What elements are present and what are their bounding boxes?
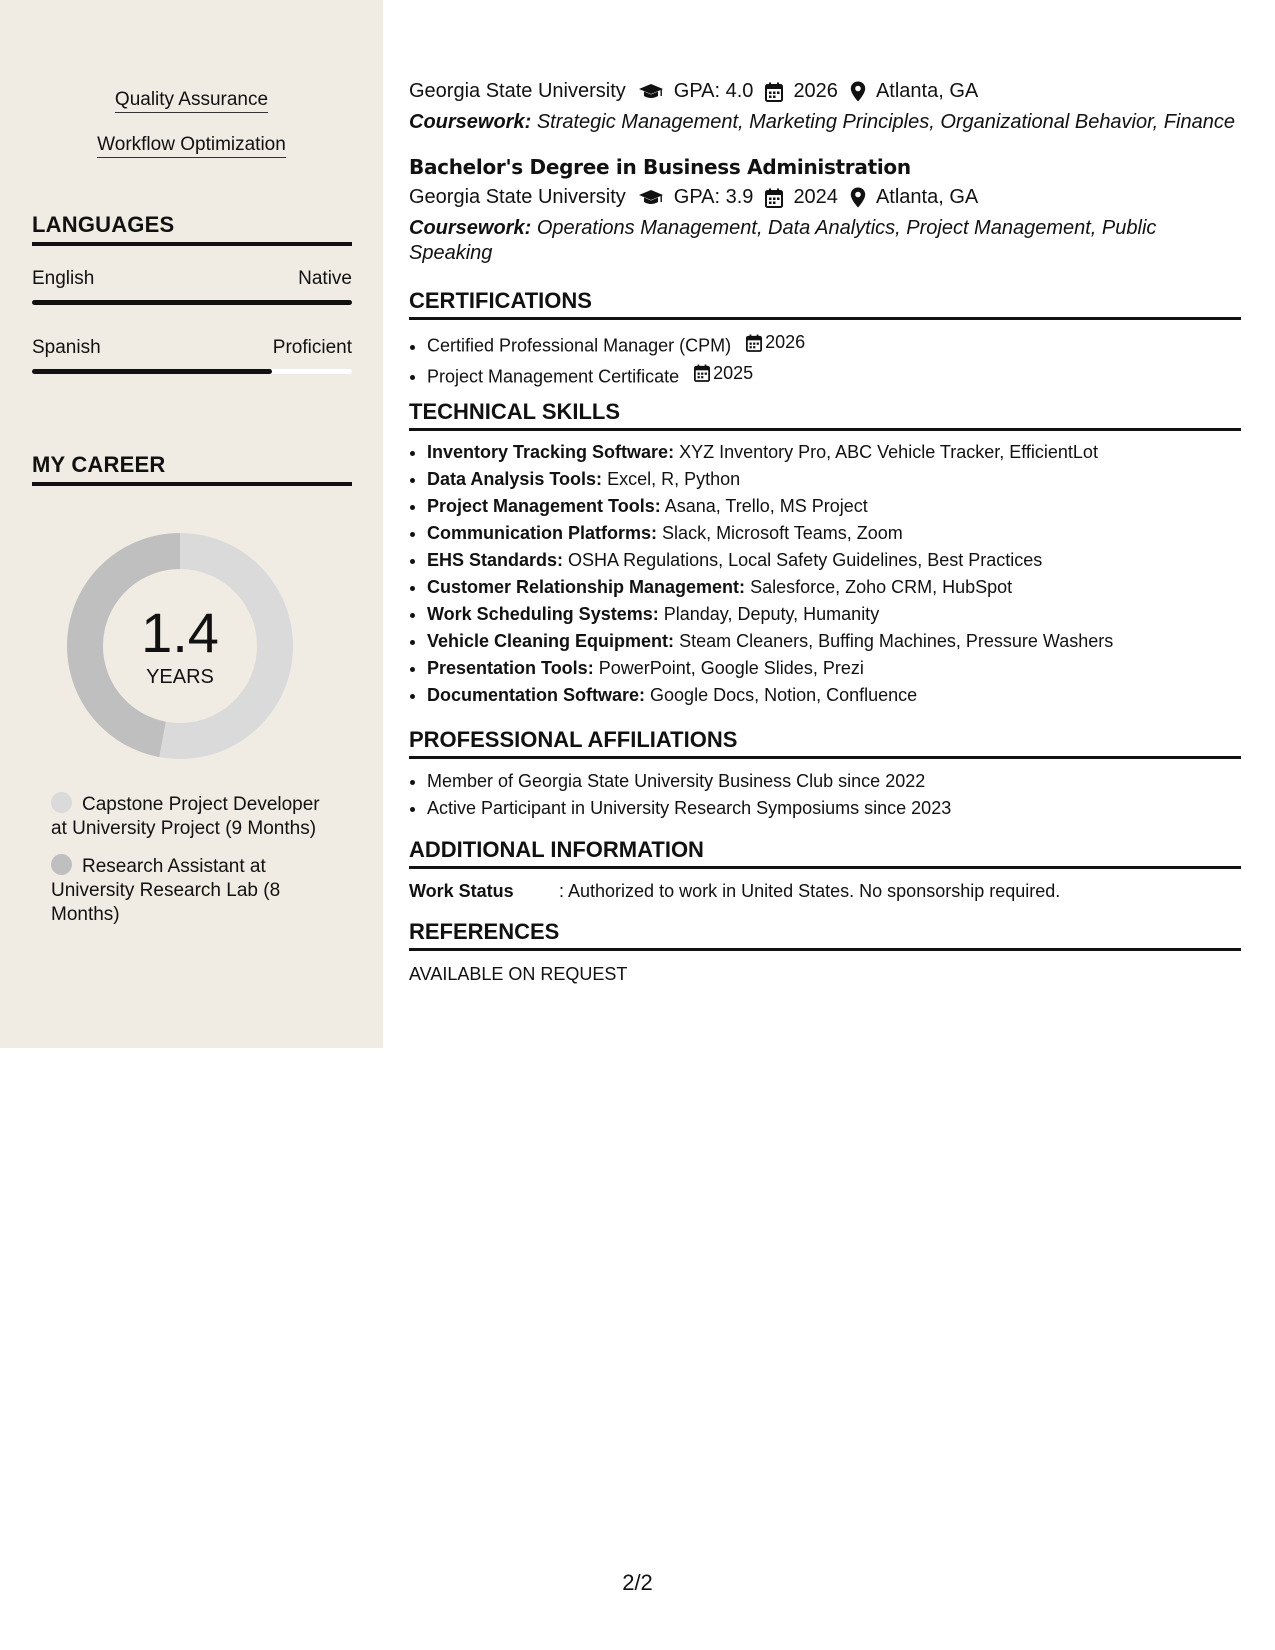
school-name: Georgia State University (409, 186, 626, 208)
coursework (409, 110, 1241, 135)
skill-tag-quality-assurance: Quality Assurance (0, 88, 383, 112)
list-item (427, 466, 1259, 493)
work-status-value: : Authorized to work in United States. No sponsorship required. (559, 881, 1061, 901)
career-donut-chart (60, 526, 300, 766)
location-pin-icon (850, 187, 866, 208)
career-total-value: 1.4 (141, 601, 219, 664)
graduation-cap-icon (638, 83, 664, 101)
calendar-icon (694, 364, 710, 382)
skill-values: PowerPoint, Google Slides, Prezi (598, 658, 864, 678)
list-item: • Active Participant in University Research Symposiums since 2023 (427, 795, 1259, 822)
technical-skills-list (409, 439, 1259, 709)
language-row-english (32, 268, 352, 290)
additional-info-heading: ADDITIONAL INFORMATION (409, 837, 1241, 869)
list-item (427, 655, 1259, 682)
career-total-unit: YEARS (146, 666, 214, 688)
career-heading: MY CAREER (32, 452, 352, 486)
degree-title: Bachelor's Degree in Business Administration (409, 155, 911, 179)
skill-values: Google Docs, Notion, Confluence (650, 685, 918, 705)
graduation-year: 2026 (793, 80, 838, 102)
coursework-list: Operations Management, Data Analytics, Project Management, Public Speaking (409, 217, 1157, 264)
sidebar (0, 0, 383, 1048)
location: Atlanta, GA (875, 186, 979, 208)
list-item (427, 360, 1259, 391)
coursework-label: Coursework: (409, 217, 532, 239)
language-name: English (32, 268, 95, 289)
references-text: AVAILABLE ON REQUEST (409, 964, 628, 984)
career-legend-label: Capstone Project Developer at University Project (9 Months) (51, 794, 320, 839)
skill-category: Vehicle Cleaning Equipment: (427, 631, 675, 651)
certification-date (746, 329, 805, 356)
skill-values: Slack, Microsoft Teams, Zoom (662, 523, 903, 543)
skill-values: Excel, R, Python (607, 469, 741, 489)
skill-category: Work Scheduling Systems: (427, 604, 659, 624)
list-item (427, 439, 1259, 466)
skill-values: Salesforce, Zoho CRM, HubSpot (750, 577, 1013, 597)
skill-category: EHS Standards: (427, 550, 564, 570)
language-bar-english (32, 300, 352, 305)
list-item (427, 493, 1259, 520)
list-item (427, 628, 1259, 655)
career-legend-item (51, 854, 321, 927)
skill-category: Presentation Tools: (427, 658, 594, 678)
skill-values: Planday, Deputy, Humanity (663, 604, 880, 624)
technical-skills-heading: TECHNICAL SKILLS (409, 399, 1241, 431)
calendar-icon (765, 188, 783, 208)
coursework-label: Coursework: (409, 111, 532, 133)
education-details (409, 186, 978, 209)
certifications-list (409, 329, 1259, 390)
skill-values: Steam Cleaners, Buffing Machines, Pressure Washers (679, 631, 1114, 651)
graduation-cap-icon (638, 189, 664, 207)
skill-tag-workflow-optimization: Workflow Optimization (0, 133, 383, 157)
gpa: GPA: 3.9 (673, 186, 754, 208)
skill-values: Asana, Trello, MS Project (664, 496, 868, 516)
location: Atlanta, GA (875, 80, 979, 102)
affiliations-list (409, 768, 1259, 822)
skill-category: Customer Relationship Management: (427, 577, 746, 597)
language-level: Proficient (272, 337, 352, 358)
list-item: • Member of Georgia State University Business Club since 2022 (427, 768, 1259, 795)
language-bar-spanish (32, 369, 352, 374)
skill-values: OSHA Regulations, Local Safety Guidelines, Best Practices (568, 550, 1043, 570)
affiliations-heading: PROFESSIONAL AFFILIATIONS (409, 727, 1241, 759)
page-number: 2/2 (622, 1570, 653, 1595)
references-heading: REFERENCES (409, 919, 1241, 951)
languages-heading: LANGUAGES (32, 212, 352, 246)
location-pin-icon (850, 81, 866, 102)
list-item (427, 329, 1259, 360)
calendar-icon (765, 82, 783, 102)
legend-dot-icon (51, 792, 72, 813)
certifications-heading: CERTIFICATIONS (409, 288, 1241, 320)
certification-name: Certified Professional Manager (CPM) (427, 335, 732, 356)
certification-date (694, 360, 753, 387)
skill-category: Inventory Tracking Software: (427, 442, 675, 462)
work-status-row (409, 881, 1060, 902)
skill-values: XYZ Inventory Pro, ABC Vehicle Tracker, EfficientLot (679, 442, 1098, 462)
list-item (427, 520, 1259, 547)
language-name: Spanish (32, 337, 101, 358)
language-bar-fill (32, 369, 272, 374)
career-legend-label: Research Assistant at University Research Lab (8 Months) (51, 856, 281, 925)
certification-year: 2025 (713, 362, 754, 383)
list-item (427, 547, 1259, 574)
gpa: GPA: 4.0 (673, 80, 754, 102)
list-item (427, 601, 1259, 628)
language-level: Native (298, 268, 352, 289)
coursework (409, 216, 1169, 266)
graduation-year: 2024 (793, 186, 838, 208)
certification-name: Project Management Certificate (427, 366, 680, 386)
skill-category: Data Analysis Tools: (427, 469, 603, 489)
list-item (427, 682, 1259, 709)
list-item (427, 574, 1259, 601)
skill-category: Project Management Tools: (427, 496, 661, 516)
education-details (409, 80, 978, 103)
skill-category: Communication Platforms: (427, 523, 658, 543)
language-row-spanish (32, 337, 352, 359)
calendar-icon (746, 334, 762, 352)
career-legend-item (51, 792, 321, 841)
school-name: Georgia State University (409, 80, 626, 102)
coursework-list: Strategic Management, Marketing Principles, Organizational Behavior, Finance (536, 111, 1235, 133)
legend-dot-icon (51, 854, 72, 875)
work-status-label: Work Status (409, 881, 514, 901)
language-bar-fill (32, 300, 352, 305)
skill-category: Documentation Software: (427, 685, 646, 705)
certification-year: 2026 (765, 332, 806, 352)
